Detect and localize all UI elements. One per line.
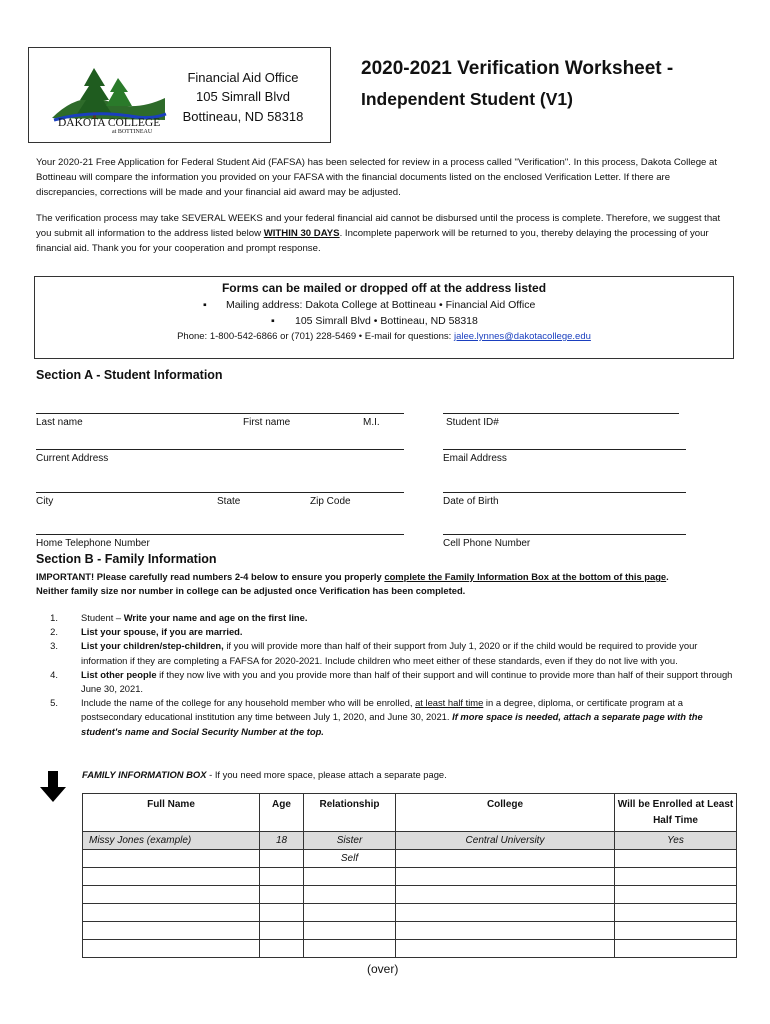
table-row[interactable] bbox=[83, 886, 737, 904]
list-item: 3. List your children/step-children, if you will provide more than half of their support from July 1, 2020 or if the child would be required to provide your information if they are completing a FAFSA for 2020-2021. Include children who meet either of these standards, even if they do not live with you. bbox=[50, 640, 698, 666]
table-cell: Sister bbox=[304, 832, 396, 850]
mailing-address-line: Mailing address: Dakota College at Bottineau • Financial Aid Office bbox=[226, 299, 536, 311]
street-address-line: 105 Simrall Blvd • Bottineau, ND 58318 bbox=[295, 315, 478, 327]
table-row[interactable] bbox=[83, 904, 737, 922]
cell-phone-input-line[interactable] bbox=[443, 534, 686, 535]
over-indicator: (over) bbox=[367, 962, 399, 976]
bullet-icon: ▪ bbox=[271, 315, 275, 327]
city-label: City bbox=[36, 496, 54, 507]
state-label: State bbox=[217, 496, 241, 507]
family-information-table bbox=[82, 793, 737, 958]
table-cell: Missy Jones (example) bbox=[83, 832, 260, 850]
table-cell: 18 bbox=[260, 832, 304, 850]
student-id-label: Student ID# bbox=[446, 417, 499, 428]
list-item: 1. Student – Write your name and age on the first line. bbox=[50, 612, 308, 623]
down-arrow-icon bbox=[38, 771, 68, 803]
contact-line: Phone: 1-800-542-6866 or (701) 228-5469 • E-mail for questions: jalee.lynnes@dakotacollege.edu bbox=[177, 331, 591, 342]
current-address-label: Current Address bbox=[36, 453, 109, 464]
section-a-title: Section A - Student Information bbox=[36, 368, 223, 382]
current-address-input-line[interactable] bbox=[36, 449, 404, 450]
zip-label: Zip Code bbox=[310, 496, 351, 507]
deadline-text: WITHIN 30 DAYS bbox=[263, 228, 340, 239]
table-row-self[interactable] bbox=[83, 850, 737, 868]
list-item: 2. List your spouse, if you are married. bbox=[50, 626, 243, 638]
list-item: 4. List other people if they now live with you and you provide more than half of their support and will continue to provide more than half of their support through June 30, 2021. bbox=[50, 668, 733, 695]
dob-input-line[interactable] bbox=[443, 492, 686, 493]
svg-text:at BOTTINEAU: at BOTTINEAU bbox=[112, 129, 153, 134]
home-phone-input-line[interactable] bbox=[36, 534, 404, 535]
page-title: 2020-2021 Verification Worksheet - bbox=[361, 58, 674, 79]
email-input-line[interactable] bbox=[443, 449, 686, 450]
table-cell: Yes bbox=[615, 832, 737, 850]
family-box-label: FAMILY INFORMATION BOX - If you need more space, please attach a separate page. bbox=[82, 769, 447, 780]
table-cell[interactable] bbox=[260, 850, 304, 868]
table-cell[interactable] bbox=[83, 850, 260, 868]
col-header-age: Age bbox=[260, 794, 304, 832]
instructions-list bbox=[40, 611, 736, 739]
cell-phone-label: Cell Phone Number bbox=[443, 538, 531, 549]
table-header-row bbox=[83, 794, 737, 832]
col-header-relationship: Relationship bbox=[304, 794, 396, 832]
table-cell: Central University bbox=[396, 832, 615, 850]
table-row[interactable] bbox=[83, 922, 737, 940]
list-item: 5. Include the name of the college for any household member who will be enrolled, at least half time in a degree, diploma, or certificate program at a postsecondary educational institution any time between July 1, 2020, and June 30, 2021. If more space is needed, attach a separate page with the student's name and Social Security Number at the top. bbox=[50, 697, 703, 737]
mi-label: M.I. bbox=[363, 417, 380, 428]
intro-paragraph-2: The verification process may take SEVERAL WEEKS and your federal financial aid cannot be disbursed until the process is complete. Therefore, we suggest that you submit all information to the address listed below WITHIN 30 DAYS. Incomplete paperwork will be returned to you, thereby delaying the processing of your financial aid. Thank you for your cooperation and prompt response. bbox=[36, 213, 721, 254]
email-address-label: Email Address bbox=[443, 453, 507, 464]
page-subtitle: Independent Student (V1) bbox=[361, 89, 573, 109]
email-link[interactable]: jalee.lynnes@dakotacollege.edu bbox=[453, 331, 591, 342]
college-logo bbox=[50, 62, 168, 134]
dob-label: Date of Birth bbox=[443, 496, 499, 507]
office-name: Financial Aid Office bbox=[187, 70, 299, 85]
student-id-input-line[interactable] bbox=[443, 413, 679, 414]
name-input-line[interactable] bbox=[36, 413, 404, 414]
table-cell[interactable] bbox=[396, 850, 615, 868]
col-header-college: College bbox=[396, 794, 615, 832]
home-phone-label: Home Telephone Number bbox=[36, 538, 150, 549]
col-header-full-name: Full Name bbox=[83, 794, 260, 832]
table-cell[interactable] bbox=[615, 850, 737, 868]
important-note: IMPORTANT! Please carefully read numbers 2-4 below to ensure you properly complete the Family Information Box at the bottom of this page. Neither family size nor number in college can be adjusted once Verification has been completed. bbox=[36, 571, 669, 596]
table-row[interactable] bbox=[83, 940, 737, 958]
city-state-zip-input-line[interactable] bbox=[36, 492, 404, 493]
table-row[interactable] bbox=[83, 868, 737, 886]
col-header-enrolled: Will be Enrolled at Least Half Time bbox=[615, 794, 737, 832]
table-row-example bbox=[83, 832, 737, 850]
last-name-label: Last name bbox=[36, 417, 83, 428]
section-b-title: Section B - Family Information bbox=[36, 552, 217, 566]
bullet-icon: ▪ bbox=[203, 299, 207, 311]
forms-heading: Forms can be mailed or dropped off at the address listed bbox=[221, 281, 547, 295]
svg-text:DAKOTA COLLEGE: DAKOTA COLLEGE bbox=[58, 117, 161, 129]
office-city: Bottineau, ND 58318 bbox=[182, 109, 304, 124]
intro-paragraph-1: Your 2020-21 Free Application for Federal Student Aid (FAFSA) has been selected for review in a process called "Verification". In this process, Dakota College at Bottineau will compare the information you provided on your FAFSA with the financial documents listed on the enclosed Verification Letter. If there are discrepancies, corrections will be made and your financial aid award may be adjusted. bbox=[36, 157, 718, 198]
office-street: 105 Simrall Blvd bbox=[196, 89, 290, 104]
table-cell: Self bbox=[304, 850, 396, 868]
first-name-label: First name bbox=[243, 417, 291, 428]
